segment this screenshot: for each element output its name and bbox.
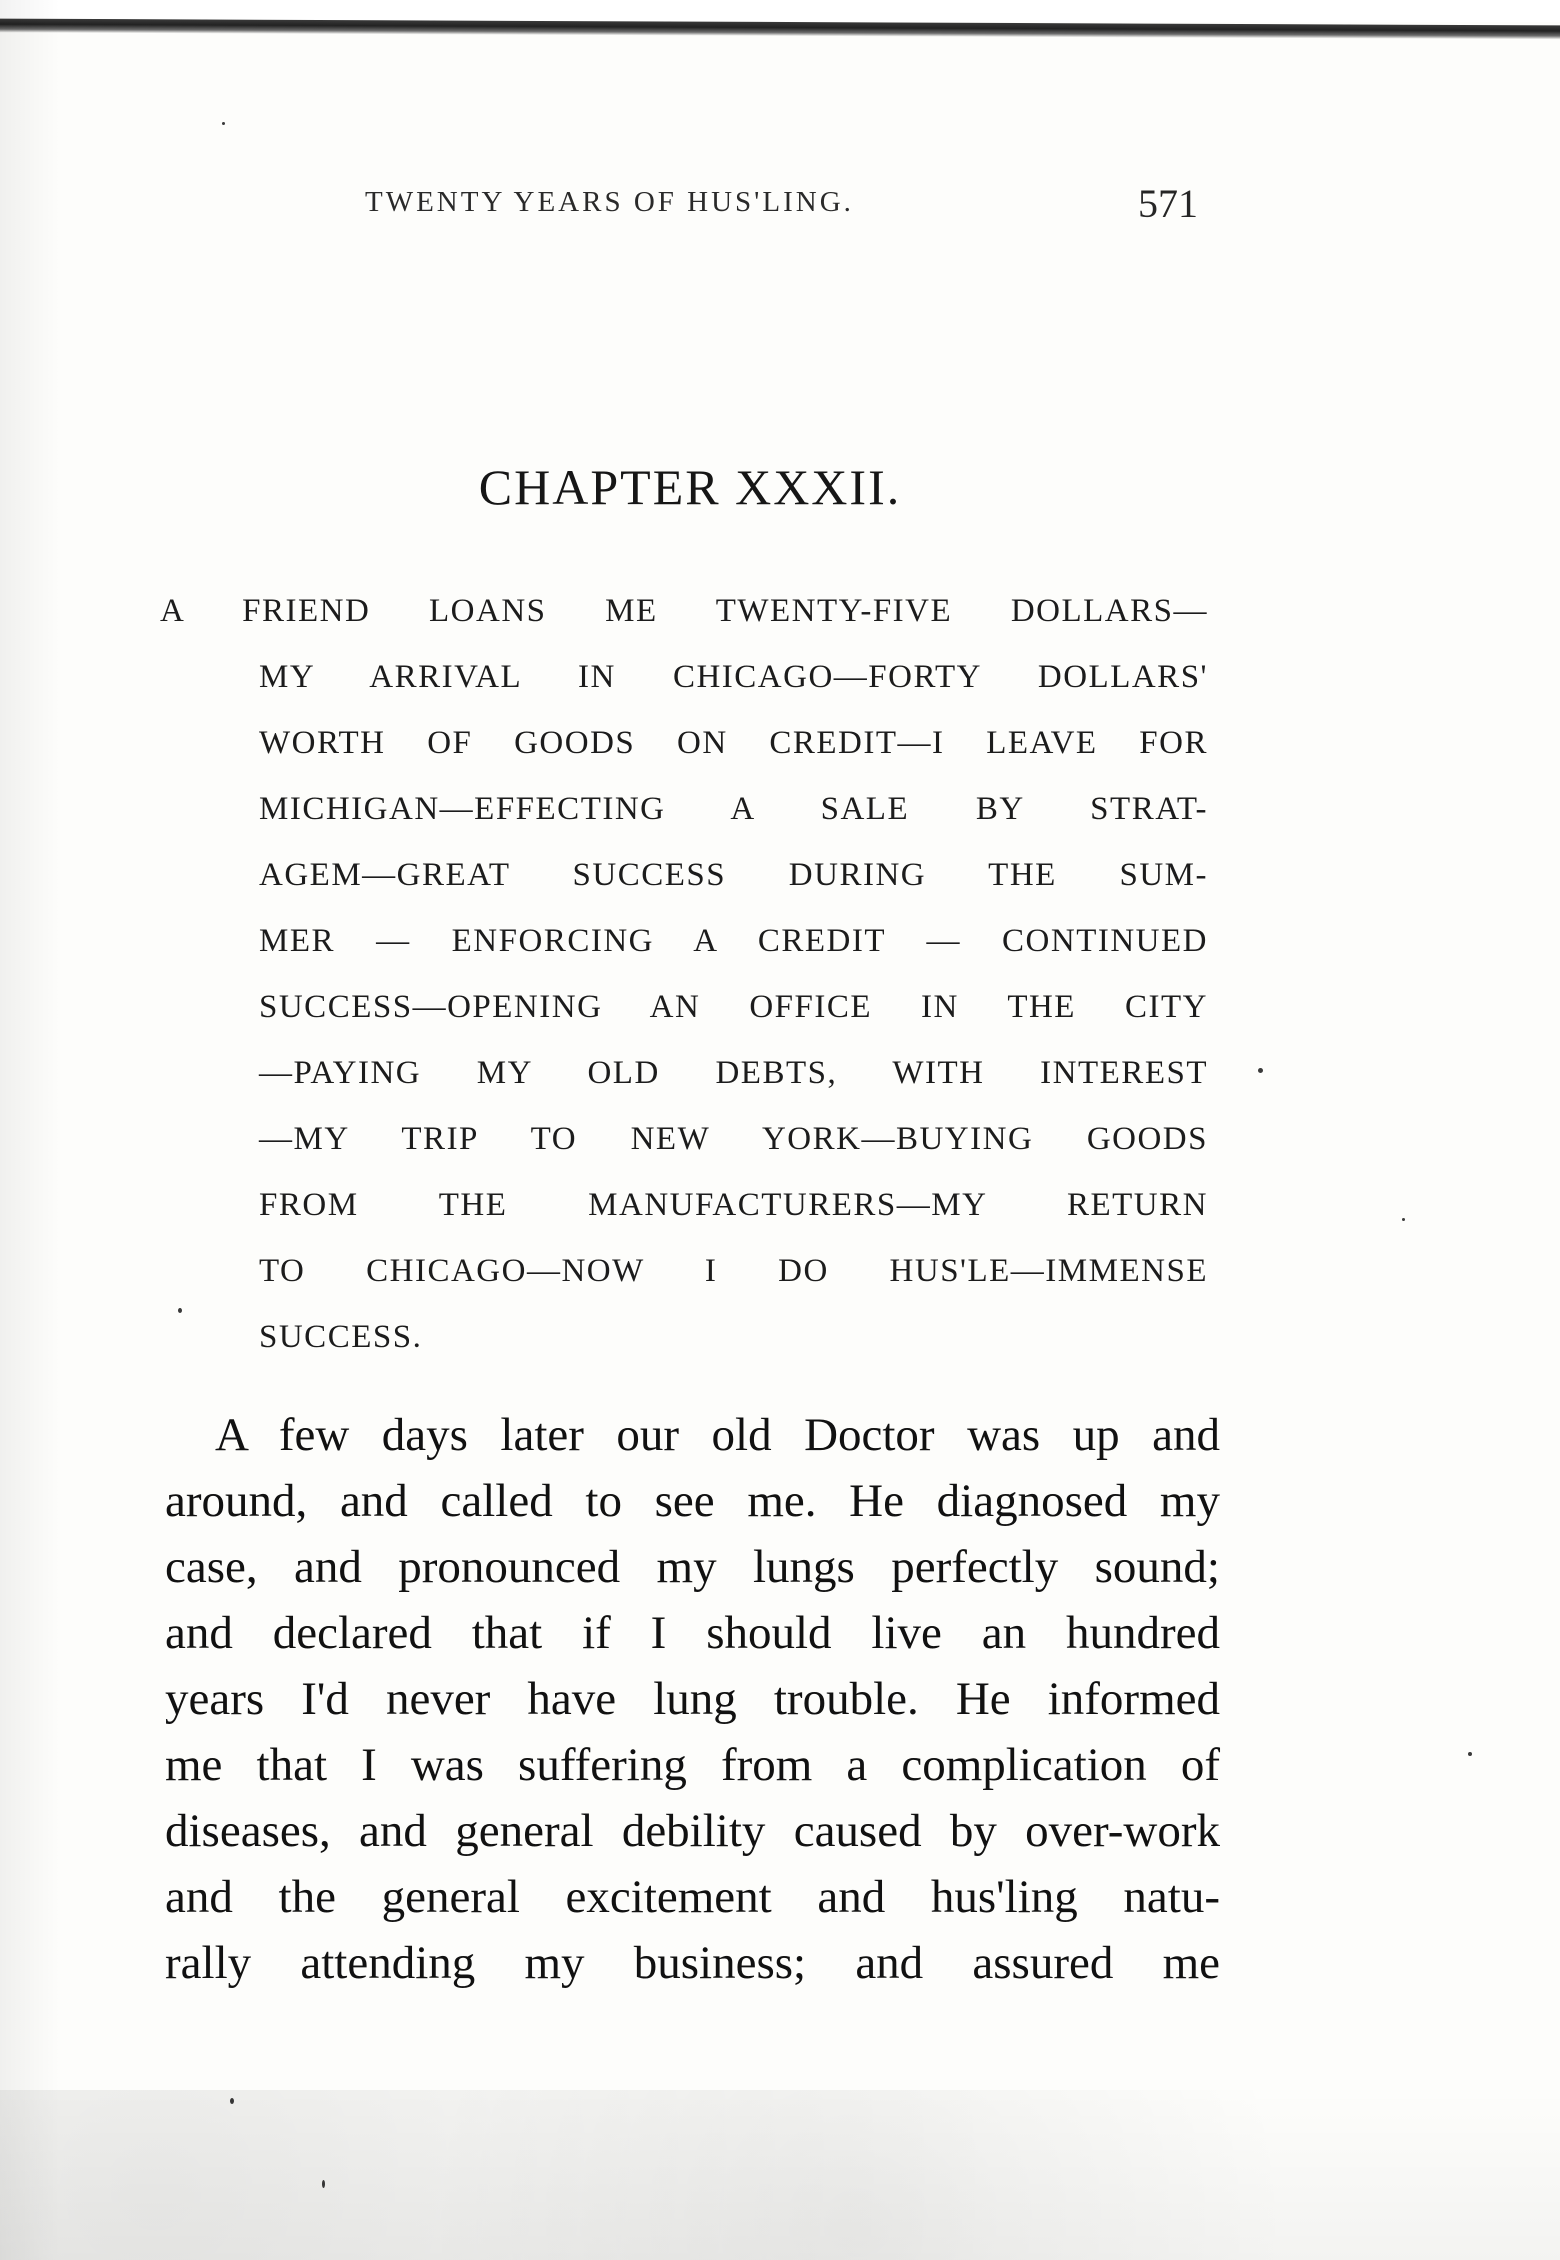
body-line: rally attending my business; and assured me (165, 1937, 1220, 1989)
synopsis-line: MY ARRIVAL IN CHICAGO—FORTY DOLLARS' (259, 659, 1208, 695)
scan-speck (222, 122, 225, 125)
synopsis-line: SUCCESS. (259, 1319, 423, 1355)
body-line: A few days later our old Doctor was up and (215, 1409, 1220, 1461)
synopsis-line: —MY TRIP TO NEW YORK—BUYING GOODS (259, 1121, 1208, 1157)
chapter-heading: CHAPTER XXXII. (478, 459, 902, 515)
body-line: around, and called to see me. He diagnosed my (165, 1475, 1220, 1527)
body-line: years I'd never have lung trouble. He informed (165, 1673, 1220, 1725)
body-line: and the general excitement and hus'ling natu- (165, 1871, 1220, 1923)
left-gutter-shadow (0, 0, 60, 2260)
page-number: 571 (1138, 181, 1198, 226)
synopsis-line: MER — ENFORCING A CREDIT — CONTINUED (259, 923, 1208, 959)
synopsis-line: TO CHICAGO—NOW I DO HUS'LE—IMMENSE (259, 1253, 1208, 1289)
scan-speck (1468, 1752, 1472, 1756)
body-line: me that I was suffering from a complication of (165, 1739, 1220, 1791)
synopsis-line: SUCCESS—OPENING AN OFFICE IN THE CITY (259, 989, 1208, 1025)
synopsis-line: FROM THE MANUFACTURERS—MY RETURN (259, 1187, 1208, 1223)
synopsis-line: AGEM—GREAT SUCCESS DURING THE SUM- (259, 857, 1208, 893)
running-head-title: TWENTY YEARS OF HUS'LING. (365, 186, 854, 218)
synopsis-line: WORTH OF GOODS ON CREDIT—I LEAVE FOR (259, 725, 1208, 761)
running-head (160, 178, 1220, 238)
synopsis-line: MICHIGAN—EFFECTING A SALE BY STRAT- (259, 791, 1208, 827)
synopsis-line: —PAYING MY OLD DEBTS, WITH INTEREST (259, 1055, 1208, 1091)
body-line: and declared that if I should live an hundred (165, 1607, 1220, 1659)
synopsis-line: A FRIEND LOANS ME TWENTY-FIVE DOLLARS— (160, 593, 1208, 629)
body-line: diseases, and general debility caused by over-work (165, 1805, 1220, 1857)
scan-speck (178, 1308, 182, 1313)
scan-speck (1402, 1218, 1405, 1221)
scan-speck (1258, 1068, 1263, 1073)
body-line: case, and pronounced my lungs perfectly sound; (165, 1541, 1220, 1593)
bottom-scan-grain (0, 2090, 1560, 2260)
